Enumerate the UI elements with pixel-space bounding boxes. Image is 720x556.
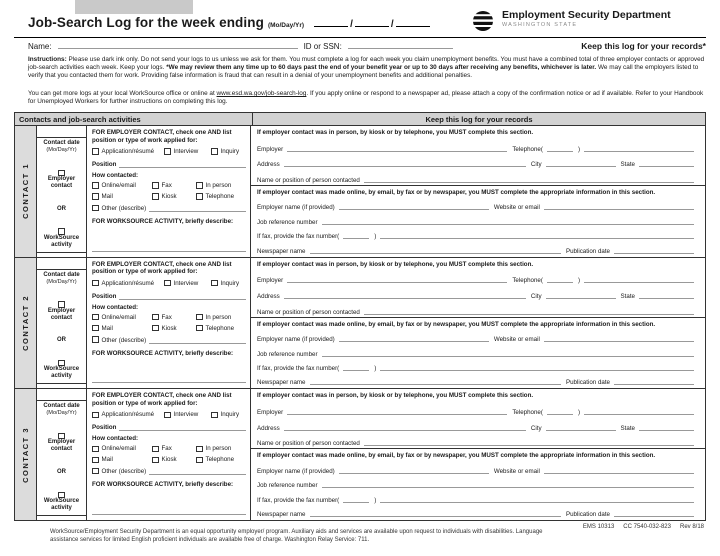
telephone-area-code-field[interactable] [547,407,573,415]
online-email-label: Online/email [101,182,136,189]
week-ending-year-field[interactable] [396,16,430,27]
address-label: Address [257,424,280,432]
employer-name-field[interactable] [339,202,489,210]
paren-close: ) [577,145,580,153]
telephone-label: Telephone [512,409,541,417]
newspaper-name-field[interactable] [310,377,561,385]
job-reference-field[interactable] [322,349,694,357]
contact-date-label: Contact date [43,403,80,410]
online-email-label: Online/email [101,445,136,453]
form-number [583,524,704,530]
more-logs-text: You can get more logs at your local WorkSource office or online at [28,90,215,97]
telephone-number-field[interactable] [584,275,694,283]
footer-line-1: WorkSource/Employment Security Department is an equal opportunity employer/ program. Auxiliary aids and services are available upon request to individuals with disabilities. [50,529,515,535]
contact-number-band [15,389,37,520]
fax-checkbox[interactable] [152,182,159,189]
paren-open: ( [337,364,340,372]
footer-line-2: Language assistance services for limited English proficient individuals are available free of charge. Washington Relay Service: 711. [50,529,543,543]
name-label: Name: [28,42,52,51]
telephone-checkbox[interactable] [196,457,203,464]
position-field[interactable] [119,423,246,431]
online-contact-section [251,186,705,257]
form-id-rev: Rev 8/18 [679,524,704,530]
employer-name-label: Employer name (if provided) [257,467,335,475]
fax-area-code-field[interactable] [343,495,369,503]
state-field[interactable] [639,291,694,299]
state-label: State [620,424,635,432]
interview-label: Interview [173,279,199,287]
person-contacted-field[interactable] [364,175,694,183]
newspaper-name-field[interactable] [310,246,561,254]
agency-logo-block [469,9,671,33]
contact-date-format: (Mo/Day/Yr) [46,147,77,153]
other-describe-label: Other (describe) [101,468,147,476]
newspaper-name-label: Newspaper name [257,511,306,519]
in-person-section-header: If employer contact was in person, by kiosk or by telephone, you MUST complete this section. [257,392,534,400]
contact-block [15,389,705,520]
state-field[interactable] [639,159,694,167]
other-describe-field[interactable] [149,467,246,475]
online-section-header: If employer contact was made online, by email, by fax or by newspaper, you MUST complete the appropriate information in this section. [257,189,656,196]
telephone-label: Telephone [512,145,541,153]
telephone-checkbox[interactable] [196,193,203,200]
person-contacted-field[interactable] [364,307,694,315]
application-resume-checkbox[interactable] [92,148,99,155]
footer-eo-statement [50,529,570,544]
in-person-checkbox[interactable] [196,182,203,189]
newspaper-name-label: Newspaper name [257,379,306,387]
employer-name-field[interactable] [339,334,489,342]
person-contacted-label: Name or position of person contacted [257,440,360,448]
city-label: City [530,161,542,169]
employer-contact-detail-column [87,126,251,257]
more-logs-paragraph [28,90,706,106]
fax-label: Fax [161,313,172,321]
contact-date-column [37,389,87,520]
record-details-column [251,389,705,520]
telephone-method-label: Telephone [205,456,235,464]
other-describe-field[interactable] [149,336,246,344]
interview-checkbox[interactable] [164,148,171,155]
contact-number-label: CONTACT 1 [21,163,30,220]
publication-date-field[interactable] [614,509,694,517]
how-contacted-label: How contacted: [92,435,139,443]
paren-open: ( [540,145,543,153]
fax-checkbox[interactable] [152,446,159,453]
worksource-describe-field[interactable] [92,509,246,515]
week-ending-month-field[interactable] [314,16,348,27]
application-resume-checkbox[interactable] [92,280,99,287]
employer-label: Employer [257,409,284,417]
website-email-label: Website or email [493,467,540,475]
address-field[interactable] [284,159,526,167]
page-title: Job-Search Log for the week ending [28,15,264,30]
mail-checkbox[interactable] [92,457,99,464]
contact-date-format: (Mo/Day/Yr) [46,278,77,285]
paren-open: ( [337,233,340,241]
contact-block [15,126,705,258]
other-checkbox[interactable] [92,336,99,343]
online-contact-section [251,318,705,389]
telephone-number-field[interactable] [584,407,694,415]
keep-log-note: Keep this log for your records* [581,41,706,51]
website-email-field[interactable] [544,202,694,210]
contact-date-format: (Mo/Day/Yr) [46,410,77,417]
fax-label: Fax [161,182,172,189]
instructions-label: Instructions: [28,56,67,63]
mail-checkbox[interactable] [92,193,99,200]
state-label: State [620,161,635,169]
how-contacted-label: How contacted: [92,172,139,179]
paren-close: ) [577,409,580,417]
employer-label: Employer [257,277,284,285]
telephone-method-label: Telephone [205,193,235,200]
paren-close: ) [577,277,580,285]
person-contacted-field[interactable] [364,438,694,446]
job-reference-label: Job reference number [257,350,318,358]
job-search-log-link[interactable]: www.esd.wa.gov/job-search-log [216,90,307,97]
other-describe-label: Other (describe) [101,336,147,344]
form-id-cc: CC 7540-032-823 [623,524,671,530]
fax-number-label: If fax, provide the fax number [257,364,338,372]
contacts-container [15,126,705,520]
title-date-format-label: (Mo/Day/Yr) [267,22,305,29]
employer-contact-header: FOR EMPLOYER CONTACT, check one AND list position or type of work applied for: [92,129,232,144]
paren-open: ( [540,277,543,285]
publication-date-label: Publication date [565,247,610,255]
other-describe-field[interactable] [149,204,246,212]
online-contact-section [251,449,705,520]
position-field[interactable] [119,160,246,168]
employer-contact-detail-column [87,389,251,520]
inquiry-checkbox[interactable] [211,412,218,419]
paren-close: ) [374,233,377,241]
in-person-contact-section [251,258,705,318]
contact-date-label: Contact date [43,140,80,146]
employer-contact-header: FOR EMPLOYER CONTACT, check one AND list position or type of work applied for: [92,392,232,407]
application-resume-checkbox[interactable] [92,412,99,419]
in-person-contact-section [251,389,705,449]
contact-number-band [15,126,37,257]
website-email-label: Website or email [493,204,540,212]
mail-label: Mail [101,324,113,332]
in-person-label: In person [205,313,232,321]
paren-open: ( [337,496,340,504]
mail-checkbox[interactable] [92,325,99,332]
contact-date-column [37,258,87,389]
online-email-checkbox[interactable] [92,314,99,321]
name-field[interactable] [58,41,298,49]
worksource-activity-label: WorkSource activity [43,498,80,512]
form-title-row [28,15,432,30]
fax-area-code-field[interactable] [343,363,369,371]
publication-date-label: Publication date [565,511,610,519]
in-person-checkbox[interactable] [196,314,203,321]
in-person-section-header: If employer contact was in person, by kiosk or by telephone, you MUST complete this section. [257,260,534,268]
interview-label: Interview [173,148,199,155]
worksource-describe-field[interactable] [92,377,246,383]
online-email-label: Online/email [101,313,136,321]
worksource-activity-label: WorkSource activity [43,234,80,248]
state-label: State [620,293,635,301]
application-resume-label: Application/résumé [101,411,155,419]
worksource-activity-header: FOR WORKSOURCE ACTIVITY, briefly describe: [92,349,234,357]
other-checkbox[interactable] [92,205,99,212]
telephone-method-label: Telephone [205,324,235,332]
form-id-ems: EMS 10313 [582,524,615,530]
instructions-emphasis: *We may review them any time up to 60 days past the end of your benefit year or up to 30 days after receiving any benefits, whichever is later. [166,64,597,71]
newspaper-name-field[interactable] [310,509,561,517]
city-field[interactable] [546,423,616,431]
person-contacted-label: Name or position of person contacted [257,177,360,185]
mail-label: Mail [101,456,113,464]
fax-area-code-field[interactable] [343,231,369,239]
employer-contact-label: Employer contact [47,307,76,321]
publication-date-field[interactable] [614,377,694,385]
job-search-log-table [14,112,706,521]
in-person-checkbox[interactable] [196,446,203,453]
contact-number-band [15,258,37,389]
publication-date-field[interactable] [614,246,694,254]
city-label: City [530,424,542,432]
position-label: Position [92,424,117,432]
or-label: OR [57,205,66,212]
agency-subtitle: WASHINGTON STATE [502,22,578,28]
website-email-label: Website or email [493,336,540,344]
kiosk-checkbox[interactable] [152,193,159,200]
employer-name-field[interactable] [339,466,489,474]
instructions-paragraph [28,56,706,80]
worksource-describe-field[interactable] [92,246,246,252]
inquiry-checkbox[interactable] [211,148,218,155]
worksource-activity-label: WorkSource activity [43,366,80,380]
contact-number-label: CONTACT 2 [21,295,30,351]
fax-number-label: If fax, provide the fax number [257,233,338,241]
other-describe-label: Other (describe) [101,205,147,212]
fax-number-field[interactable] [380,363,694,371]
worksource-activity-header: FOR WORKSOURCE ACTIVITY, briefly describe: [92,218,234,225]
contact-date-column [37,126,87,257]
application-resume-label: Application/résumé [101,279,155,287]
online-section-header: If employer contact was made online, by email, by fax or by newspaper, you MUST complete the appropriate information in this section. [257,452,656,460]
fax-number-label: If fax, provide the fax number [257,496,338,504]
employer-name-label: Employer name (if provided) [257,204,335,212]
paren-close: ) [374,496,377,504]
employer-label: Employer [257,145,284,153]
online-email-checkbox[interactable] [92,182,99,189]
employer-contact-label: Employer contact [47,176,76,190]
kiosk-label: Kiosk [161,193,177,200]
publication-date-label: Publication date [565,379,610,387]
person-contacted-label: Name or position of person contacted [257,308,360,316]
fax-label: Fax [161,445,172,453]
id-ssn-label: ID or SSN: [303,42,342,51]
telephone-area-code-field[interactable] [547,144,573,152]
or-label: OR [57,337,66,344]
website-email-field[interactable] [544,334,694,342]
date-slash: / [350,19,353,30]
kiosk-label: Kiosk [161,324,177,332]
week-ending-day-field[interactable] [355,16,389,27]
job-reference-label: Job reference number [257,218,318,226]
address-field[interactable] [284,423,526,431]
paren-open: ( [540,409,543,417]
inquiry-label: Inquiry [220,411,240,419]
worksource-activity-header: FOR WORKSOURCE ACTIVITY, briefly describe: [92,481,234,489]
contact-date-label: Contact date [43,271,80,278]
telephone-checkbox[interactable] [196,325,203,332]
contact-number-label: CONTACT 3 [21,426,30,483]
address-label: Address [257,293,280,301]
kiosk-checkbox[interactable] [152,457,159,464]
employer-contact-label: Employer contact [47,439,76,453]
address-field[interactable] [284,291,526,299]
employer-field[interactable] [287,144,507,152]
interview-checkbox[interactable] [164,412,171,419]
newspaper-name-label: Newspaper name [257,247,306,255]
inquiry-label: Inquiry [220,148,240,155]
employer-contact-detail-column [87,258,251,389]
address-label: Address [257,161,280,169]
telephone-number-field[interactable] [584,144,694,152]
other-checkbox[interactable] [92,468,99,475]
record-details-column [251,258,705,389]
agency-name: Employment Security Department [502,9,671,21]
application-resume-label: Application/résumé [101,148,155,155]
website-email-field[interactable] [544,466,694,474]
kiosk-label: Kiosk [161,456,177,464]
or-label: OR [57,468,66,475]
header-divider [14,37,706,38]
telephone-area-code-field[interactable] [547,275,573,283]
fax-number-field[interactable] [380,495,694,503]
column-header-records: Keep this log for your records [425,114,533,124]
fax-number-field[interactable] [380,231,694,239]
table-header-row [15,113,705,126]
position-label: Position [92,161,117,168]
inquiry-label: Inquiry [220,279,240,287]
employer-contact-header: FOR EMPLOYER CONTACT, check one AND list position or type of work applied for: [92,260,232,276]
interview-label: Interview [173,411,199,419]
job-reference-field[interactable] [322,217,694,225]
state-field[interactable] [639,423,694,431]
in-person-label: In person [205,182,232,189]
city-label: City [530,293,542,301]
esd-globe-logo-icon [469,9,495,33]
scan-artifact-box [75,0,193,14]
more-logs-text-2: . If you apply online or respond to a newspaper ad, please attach a copy of the confirmation notice or ad if available. Refer to your Handbook for Unemployed Workers for further instructions on completing this log. [28,90,704,105]
interview-checkbox[interactable] [164,280,171,287]
how-contacted-label: How contacted: [92,303,139,311]
telephone-label: Telephone [512,277,541,285]
instructions-body-1: Please use dark ink only. Do not send your logs to us unless we ask for them. You must complete a log for each week you claim unemployment benefits. You must have a combined total of three employer contacts or approved job-search activities each week. Keep your logs. [28,56,705,71]
column-header-contacts: Contacts and job-search activities [15,113,253,125]
city-field[interactable] [546,291,616,299]
kiosk-checkbox[interactable] [152,325,159,332]
instructions-body-2: We may call the employers listed to verify that you contacted them for work. Providing false information is fraud that can result in a denial of your unemployment benefits and additional penalties. [28,64,699,79]
id-ssn-field[interactable] [348,41,453,49]
record-details-column [251,126,705,257]
job-reference-label: Job reference number [257,482,318,490]
city-field[interactable] [546,159,616,167]
contact-block [15,258,705,390]
employer-name-label: Employer name (if provided) [257,336,335,344]
employer-field[interactable] [287,407,507,415]
online-section-header: If employer contact was made online, by email, by fax or by newspaper, you MUST complete the appropriate information in this section. [257,320,656,328]
position-label: Position [92,292,117,300]
employer-field[interactable] [287,275,507,283]
date-slash: / [390,19,394,30]
in-person-label: In person [205,445,232,453]
online-email-checkbox[interactable] [92,446,99,453]
paren-close: ) [374,364,377,372]
in-person-contact-section [251,126,705,186]
name-id-row [28,41,706,51]
in-person-section-header: If employer contact was in person, by kiosk or by telephone, you MUST complete this section. [257,129,534,136]
position-field[interactable] [119,292,246,300]
mail-label: Mail [101,193,113,200]
fax-checkbox[interactable] [152,314,159,321]
inquiry-checkbox[interactable] [211,280,218,287]
job-reference-field[interactable] [322,480,694,488]
